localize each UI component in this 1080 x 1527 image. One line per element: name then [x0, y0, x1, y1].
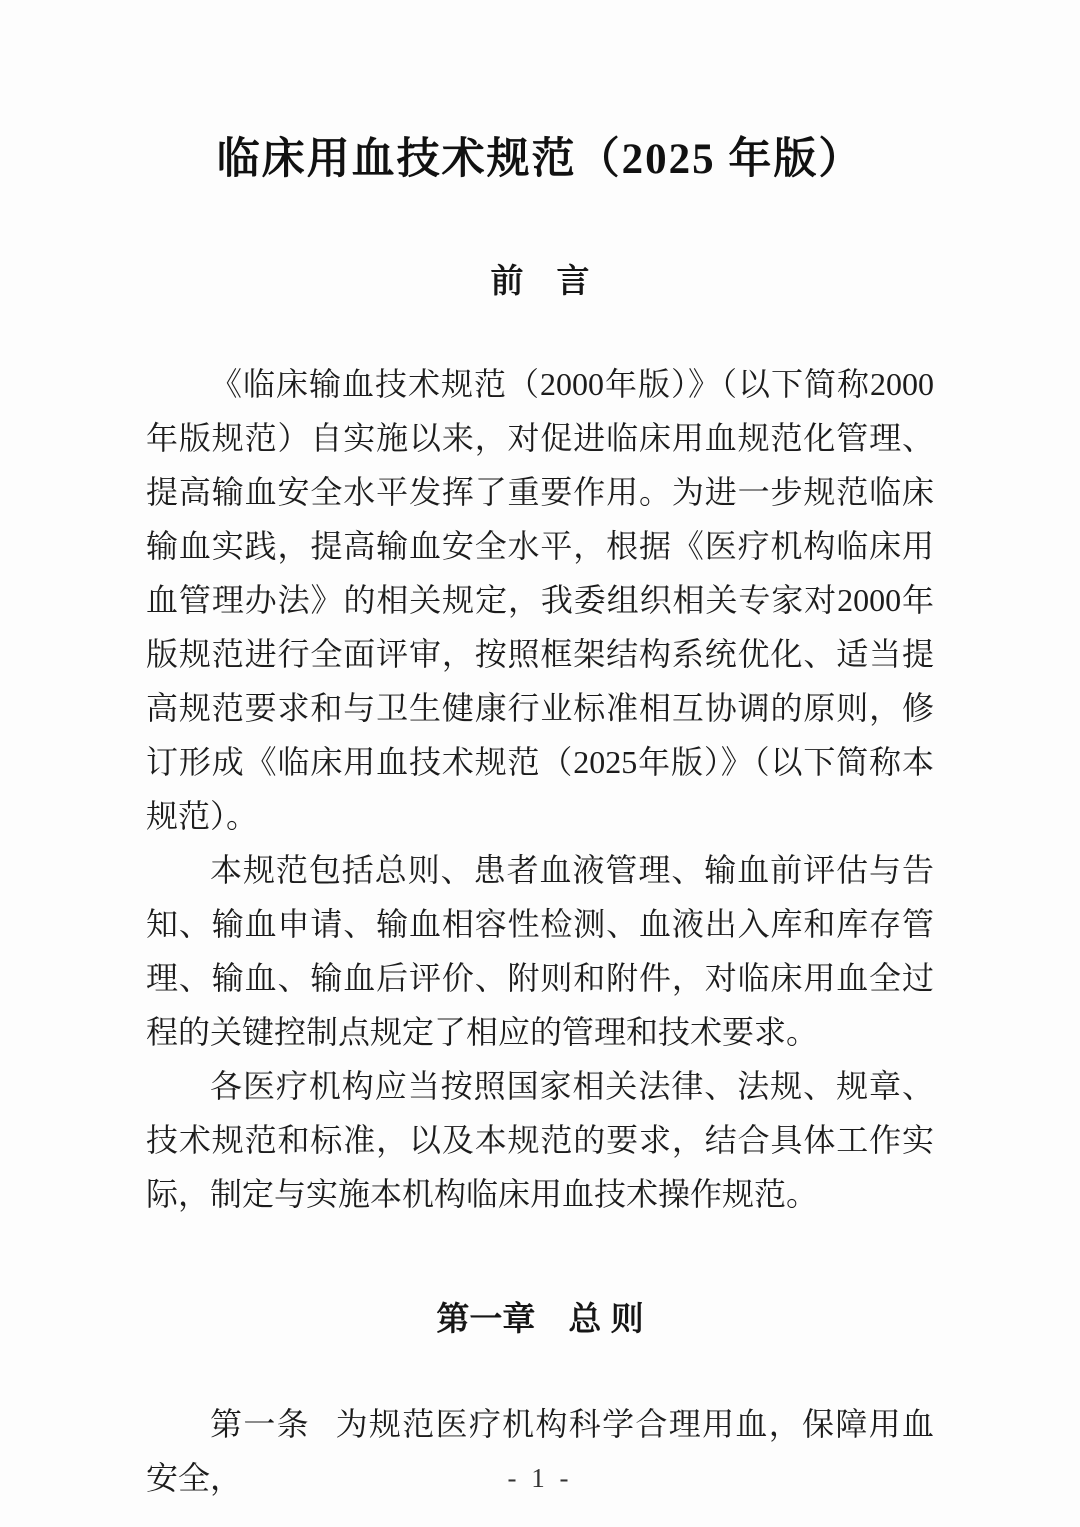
preface-paragraph-1: 《临床输血技术规范（2000年版）》（以下简称2000年版规范）自实施以来，对促进临床用血规范化管理、提高输血安全水平发挥了重要作用。为进一步规范临床输血实践，提高输血安全水平，根据《医疗机构临床用血管理办法》的相关规定，我委组织相关专家对2000年版规范进行全面评审，按照框架结构系统优化、适当提高规范要求和与卫生健康行业标准相互协调的原则，修订形成《临床用血技术规范（2025年版）》（以下简称本规范）。: [146, 365, 934, 834]
preface-paragraph-2: 本规范包括总则、患者血液管理、输血前评估与告知、输血申请、输血相容性检测、血液出入库和库存管理、输血、输血后评价、附则和附件，对临床用血全过程的关键控制点规定了相应的管理和技术要求。: [146, 851, 934, 1050]
preface-heading: 前 言: [490, 262, 590, 300]
chapter-one-heading: 第一章 总 则: [436, 1299, 644, 1337]
preface-paragraph-3: 各医疗机构应当按照国家相关法律、法规、规章、技术规范和标准，以及本规范的要求，结合具体工作实际，制定与实施本机构临床用血技术操作规范。: [146, 1067, 934, 1212]
page-number: - 1 -: [507, 1463, 573, 1493]
document-title: 临床用血技术规范（2025 年版）: [216, 136, 864, 183]
article-one-text: 为规范医疗机构科学合理用血，保障用血安全，: [146, 1405, 934, 1496]
preface-body: [146, 357, 934, 1221]
article-one-label: 第一条: [210, 1405, 310, 1442]
